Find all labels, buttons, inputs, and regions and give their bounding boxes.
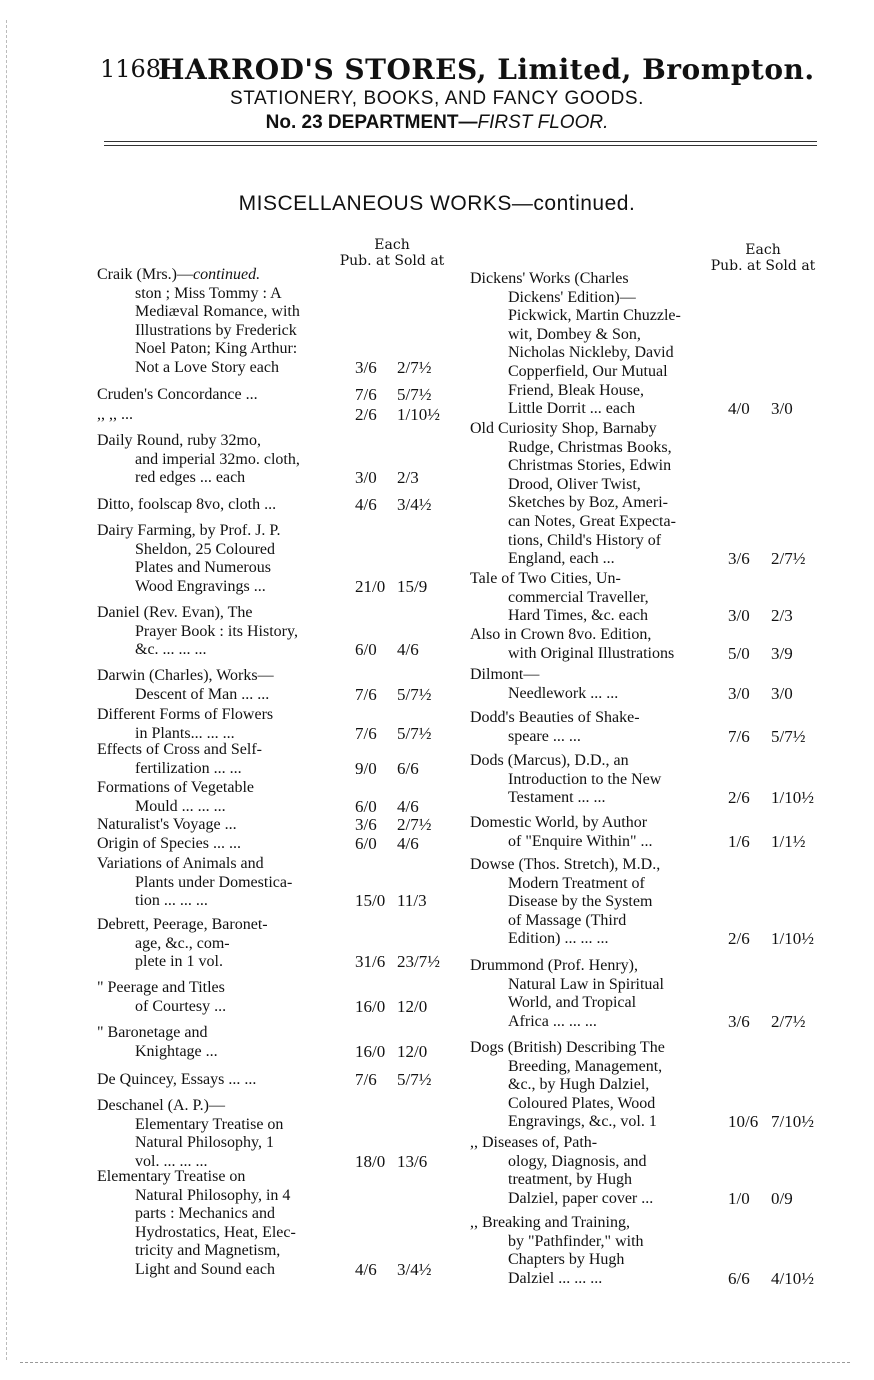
entry-line: Prayer Book : its History, bbox=[135, 622, 298, 640]
sold-price: 4/6 bbox=[397, 640, 419, 660]
pub-price: 3/6 bbox=[355, 815, 377, 834]
pub-price: 3/6 bbox=[728, 549, 750, 569]
pub-price: 3/6 bbox=[355, 358, 377, 377]
sold-price: 5/7½ bbox=[771, 726, 806, 746]
entry-line: World, and Tropical bbox=[508, 994, 637, 1012]
entry-line: Formations of Vegetable bbox=[97, 779, 255, 796]
sold-price: 4/6 bbox=[397, 796, 419, 816]
pub-price: 4/6 bbox=[355, 495, 377, 514]
sold-price: 6/6 bbox=[397, 758, 419, 778]
entry-line: Edition) ... ... ... bbox=[508, 930, 609, 948]
right-header-pub-sold: Pub. at Sold at bbox=[710, 258, 816, 274]
catalogue-entry bbox=[470, 626, 710, 663]
sold-price: 2/7½ bbox=[397, 815, 432, 834]
entry-line: Mould ... ... ... bbox=[135, 797, 226, 815]
entry-line: Noel Paton; King Arthur: bbox=[135, 340, 298, 358]
entry-line: Coloured Plates, Wood bbox=[508, 1094, 656, 1112]
entry-line: Drummond (Prof. Henry), bbox=[470, 957, 638, 974]
entry-line: Dalziel, paper cover ... bbox=[508, 1189, 654, 1207]
catalogue-entry bbox=[97, 386, 337, 405]
entry-line: Breeding, Management, bbox=[508, 1057, 663, 1075]
entry-line: &c. ... ... ... bbox=[135, 641, 207, 659]
entry-line: Drood, Oliver Twist, bbox=[508, 475, 641, 493]
sold-price: 12/0 bbox=[397, 996, 428, 1016]
sold-price: 2/7½ bbox=[397, 358, 432, 377]
pub-price: 5/0 bbox=[728, 643, 750, 663]
pub-price: 3/0 bbox=[728, 683, 750, 703]
catalogue-entry bbox=[470, 1039, 710, 1132]
entry-line: Christmas Stories, Edwin bbox=[508, 457, 672, 475]
catalogue-entry bbox=[470, 709, 710, 746]
pub-price: 3/6 bbox=[728, 1011, 750, 1031]
entry-line: Chapters by Hugh bbox=[508, 1251, 625, 1269]
sold-price: 3/9 bbox=[771, 643, 793, 663]
entry-line: with Original Illustrations bbox=[508, 644, 675, 662]
entry-line: of "Enquire Within" ... bbox=[508, 832, 653, 850]
left-margin-line bbox=[6, 20, 8, 1360]
entry-line: speare ... ... bbox=[508, 727, 581, 745]
header-rule-top bbox=[104, 141, 817, 142]
pub-price: 7/6 bbox=[355, 385, 377, 404]
pub-price: 16/0 bbox=[355, 996, 386, 1016]
catalogue-entry bbox=[97, 835, 337, 854]
entry-line: Africa ... ... ... bbox=[508, 1012, 597, 1030]
entry-line: Plates and Numerous bbox=[135, 559, 271, 577]
entry-line: Copperfield, Our Mutual bbox=[508, 362, 668, 380]
left-header-each: Each bbox=[374, 237, 410, 253]
entry-line: Natural Philosophy, 1 bbox=[135, 1134, 274, 1152]
entry-line: ,, Diseases of, Path- bbox=[470, 1134, 598, 1151]
sold-price: 4/6 bbox=[397, 834, 419, 853]
entry-line: plete in 1 vol. bbox=[135, 953, 223, 971]
pub-price: 2/6 bbox=[728, 788, 750, 808]
store-subtitle: STATIONERY, BOOKS, AND FANCY GOODS. bbox=[229, 88, 645, 109]
entry-line: in Plants... ... ... bbox=[135, 724, 235, 742]
entry-line: Rudge, Christmas Books, bbox=[508, 438, 672, 456]
sold-price: 1/10½ bbox=[397, 405, 440, 424]
pub-price: 7/6 bbox=[355, 1070, 377, 1089]
sold-price: 5/7½ bbox=[397, 1070, 432, 1089]
pub-price: 16/0 bbox=[355, 1041, 386, 1061]
entry-line: Ditto, foolscap 8vo, cloth ... bbox=[97, 496, 277, 513]
pub-price: 6/0 bbox=[355, 640, 377, 660]
catalogue-entry bbox=[470, 1214, 710, 1288]
entry-line: ston ; Miss Tommy : A bbox=[135, 284, 282, 302]
entry-line: Different Forms of Flowers bbox=[97, 706, 274, 723]
entry-line: Not a Love Story each bbox=[135, 358, 279, 376]
pub-price: 21/0 bbox=[355, 576, 386, 596]
store-title: HARROD'S STORES, Limited, Brompton. bbox=[158, 53, 815, 86]
entry-line: Origin of Species ... ... bbox=[97, 835, 241, 852]
entry-line: Nicholas Nickleby, David bbox=[508, 344, 674, 362]
entry-line: Dairy Farming, by Prof. J. P. bbox=[97, 522, 281, 539]
catalogue-entry bbox=[97, 816, 337, 835]
entry-line: vol. ... ... ... bbox=[135, 1152, 208, 1170]
catalogue-entry bbox=[97, 432, 337, 488]
entry-line: Old Curiosity Shop, Barnaby bbox=[470, 420, 657, 437]
catalogue-entry bbox=[97, 1024, 337, 1061]
bottom-rule bbox=[20, 1362, 850, 1363]
entry-line: Introduction to the New bbox=[508, 770, 662, 788]
sold-price: 4/10½ bbox=[771, 1268, 814, 1288]
catalogue-entry bbox=[470, 752, 710, 808]
catalogue-entry bbox=[470, 420, 710, 569]
pub-price: 1/0 bbox=[728, 1188, 750, 1208]
entry-line: Light and Sound each bbox=[135, 1260, 275, 1278]
catalogue-entry bbox=[97, 406, 337, 425]
entry-line: Natural Law in Spiritual bbox=[508, 975, 664, 993]
entry-line: Sheldon, 25 Coloured bbox=[135, 540, 275, 558]
pub-price: 6/6 bbox=[728, 1268, 750, 1288]
entry-line: Needlework ... ... bbox=[508, 684, 619, 702]
entry-line: Tale of Two Cities, Un- bbox=[470, 570, 621, 587]
entry-line: Dickens' Works (Charles bbox=[470, 270, 629, 287]
sold-price: 3/0 bbox=[771, 399, 793, 419]
entry-line: fertilization ... ... bbox=[135, 759, 242, 777]
entry-line: Hard Times, &c. each bbox=[508, 607, 648, 625]
sold-price: 23/7½ bbox=[397, 952, 440, 972]
pub-price: 4/6 bbox=[355, 1260, 377, 1279]
pub-price: 9/0 bbox=[355, 758, 377, 778]
catalogue-entry bbox=[97, 1168, 337, 1280]
entry-line: red edges ... each bbox=[135, 469, 246, 487]
entry-line: Dowse (Thos. Stretch), M.D., bbox=[470, 856, 661, 873]
entry-line: Dodd's Beauties of Shake- bbox=[470, 709, 640, 726]
entry-line: " Baronetage and bbox=[97, 1024, 208, 1041]
catalogue-entry bbox=[97, 667, 337, 704]
catalogue-entry bbox=[97, 916, 337, 972]
entry-line: Dickens' Edition)— bbox=[508, 288, 636, 306]
pub-price: 6/0 bbox=[355, 834, 377, 853]
entry-line: Dods (Marcus), D.D., an bbox=[470, 752, 629, 769]
entry-line: by "Pathfinder," with bbox=[508, 1232, 644, 1250]
sold-price: 3/4½ bbox=[397, 495, 432, 514]
section-title: MISCELLANEOUS WORKS—continued. bbox=[238, 192, 636, 215]
entry-line: of Courtesy ... bbox=[135, 997, 227, 1015]
entry-line: Daily Round, ruby 32mo, bbox=[97, 432, 261, 449]
pub-price: 3/0 bbox=[355, 468, 377, 488]
pub-price: 6/0 bbox=[355, 796, 377, 816]
entry-line: age, &c., com- bbox=[135, 934, 230, 952]
entry-line: ology, Diagnosis, and bbox=[508, 1152, 647, 1170]
entry-line: Elementary Treatise on bbox=[97, 1168, 246, 1185]
entry-line: commercial Traveller, bbox=[508, 588, 649, 606]
entry-line: Modern Treatment of bbox=[508, 874, 645, 892]
entry-line: of Massage (Third bbox=[508, 911, 627, 929]
catalogue-entry bbox=[97, 496, 337, 515]
entry-line: tions, Child's History of bbox=[508, 531, 662, 549]
entry-line: Wood Engravings ... bbox=[135, 577, 266, 595]
sold-price: 3/0 bbox=[771, 683, 793, 703]
pub-price: 1/6 bbox=[728, 831, 750, 851]
catalogue-entry bbox=[97, 1097, 337, 1171]
pub-price: 7/6 bbox=[355, 684, 377, 704]
entry-line: can Notes, Great Expecta- bbox=[508, 512, 676, 530]
entry-line: Illustrations by Frederick bbox=[135, 321, 297, 339]
entry-line: Mediæval Romance, with bbox=[135, 303, 300, 321]
sold-price: 7/10½ bbox=[771, 1112, 814, 1132]
catalogue-entry bbox=[97, 522, 337, 596]
sold-price: 2/7½ bbox=[771, 1011, 806, 1031]
entry-line: Debrett, Peerage, Baronet- bbox=[97, 916, 268, 933]
entry-line: Deschanel (A. P.)— bbox=[97, 1097, 225, 1114]
entry-line: Knightage ... bbox=[135, 1042, 218, 1060]
sold-price: 1/1½ bbox=[771, 831, 806, 851]
pub-price: 7/6 bbox=[728, 726, 750, 746]
entry-line: Dilmont— bbox=[470, 666, 540, 683]
left-column-header bbox=[337, 237, 447, 269]
catalogue-entry bbox=[470, 814, 710, 851]
catalogue-entry bbox=[97, 1071, 337, 1090]
pub-price: 15/0 bbox=[355, 891, 386, 911]
entry-line: Little Dorrit ... each bbox=[508, 400, 636, 418]
catalogue-entry bbox=[97, 741, 337, 778]
pub-price: 2/6 bbox=[728, 929, 750, 949]
page-number: 1168 bbox=[100, 55, 162, 83]
entry-line: Plants under Domestica- bbox=[135, 873, 293, 891]
entry-line: treatment, by Hugh bbox=[508, 1171, 632, 1189]
entry-line: Also in Crown 8vo. Edition, bbox=[470, 626, 652, 643]
entry-line: ,, Breaking and Training, bbox=[470, 1214, 630, 1231]
entry-line: Elementary Treatise on bbox=[135, 1115, 284, 1133]
catalogue-entry bbox=[97, 855, 337, 911]
catalogue-entry bbox=[470, 270, 710, 419]
entry-line: Variations of Animals and bbox=[97, 855, 264, 872]
sold-price: 5/7½ bbox=[397, 385, 432, 404]
catalogue-entry bbox=[97, 779, 337, 816]
sold-price: 2/3 bbox=[397, 468, 419, 488]
entry-line: Dogs (British) Describing The bbox=[470, 1039, 665, 1056]
entry-line: " Peerage and Titles bbox=[97, 979, 225, 996]
entry-line: Effects of Cross and Self- bbox=[97, 741, 262, 758]
entry-line: Testament ... ... bbox=[508, 789, 606, 807]
catalogue-entry bbox=[470, 856, 710, 949]
entry-line: Hydrostatics, Heat, Elec- bbox=[135, 1223, 296, 1241]
catalogue-entry bbox=[97, 706, 337, 743]
catalogue-entry bbox=[470, 570, 710, 626]
catalogue-entry bbox=[97, 266, 337, 378]
right-column-header bbox=[707, 242, 819, 274]
pub-price: 4/0 bbox=[728, 399, 750, 419]
sold-price: 11/3 bbox=[397, 891, 427, 911]
sold-price: 3/4½ bbox=[397, 1260, 432, 1279]
pub-price: 2/6 bbox=[355, 405, 377, 424]
entry-line: Sketches by Boz, Ameri- bbox=[508, 494, 668, 512]
entry-line: Dalziel ... ... ... bbox=[508, 1269, 603, 1287]
department-floor: FIRST FLOOR. bbox=[477, 112, 609, 133]
pub-price: 31/6 bbox=[355, 952, 386, 972]
entry-line: tricity and Magnetism, bbox=[135, 1242, 281, 1260]
pub-price: 7/6 bbox=[355, 723, 377, 743]
sold-price: 5/7½ bbox=[397, 723, 432, 743]
pub-price: 10/6 bbox=[728, 1112, 759, 1132]
sold-price: 13/6 bbox=[397, 1151, 428, 1171]
catalogue-entry bbox=[97, 979, 337, 1016]
entry-line: parts : Mechanics and bbox=[135, 1205, 275, 1223]
sold-price: 1/10½ bbox=[771, 929, 814, 949]
department-line bbox=[0, 112, 874, 134]
entry-line: Domestic World, by Author bbox=[470, 814, 648, 831]
left-header-pub-sold: Pub. at Sold at bbox=[339, 253, 445, 269]
entry-line: Natural Philosophy, in 4 bbox=[135, 1186, 291, 1204]
entry-line: Descent of Man ... ... bbox=[135, 685, 270, 703]
entry-line: Craik (Mrs.)—continued. bbox=[97, 266, 261, 283]
catalogue-entry bbox=[470, 1134, 710, 1208]
entry-line: Darwin (Charles), Works— bbox=[97, 667, 274, 684]
department-prefix: No. 23 DEPARTMENT— bbox=[265, 112, 478, 133]
sold-price: 5/7½ bbox=[397, 684, 432, 704]
entry-line: wit, Dombey & Son, bbox=[508, 325, 641, 343]
entry-line: Cruden's Concordance ... bbox=[97, 386, 258, 403]
entry-line: ,, ,, ... bbox=[97, 406, 133, 423]
sold-price: 0/9 bbox=[771, 1188, 793, 1208]
pub-price: 3/0 bbox=[728, 606, 750, 626]
entry-line: Pickwick, Martin Chuzzle- bbox=[508, 307, 681, 325]
entry-line: and imperial 32mo. cloth, bbox=[135, 450, 300, 468]
entry-line: Naturalist's Voyage ... bbox=[97, 816, 237, 833]
entry-line: Engravings, &c., vol. 1 bbox=[508, 1113, 657, 1131]
entry-line: tion ... ... ... bbox=[135, 892, 208, 910]
entry-line: England, each ... bbox=[508, 550, 615, 568]
entry-line: Daniel (Rev. Evan), The bbox=[97, 604, 253, 621]
sold-price: 15/9 bbox=[397, 576, 428, 596]
sold-price: 2/7½ bbox=[771, 549, 806, 569]
catalogue-entry bbox=[470, 957, 710, 1031]
sold-price: 1/10½ bbox=[771, 788, 814, 808]
header-rule-bottom bbox=[104, 145, 817, 146]
sold-price: 2/3 bbox=[771, 606, 793, 626]
right-header-each: Each bbox=[745, 242, 781, 258]
entry-line: De Quincey, Essays ... ... bbox=[97, 1071, 257, 1088]
catalogue-entry bbox=[97, 604, 337, 660]
entry-line: &c., by Hugh Dalziel, bbox=[508, 1076, 650, 1094]
entry-line: Friend, Bleak House, bbox=[508, 381, 644, 399]
entry-line: Disease by the System bbox=[508, 893, 653, 911]
catalogue-entry bbox=[470, 666, 710, 703]
pub-price: 18/0 bbox=[355, 1151, 386, 1171]
sold-price: 12/0 bbox=[397, 1041, 428, 1061]
